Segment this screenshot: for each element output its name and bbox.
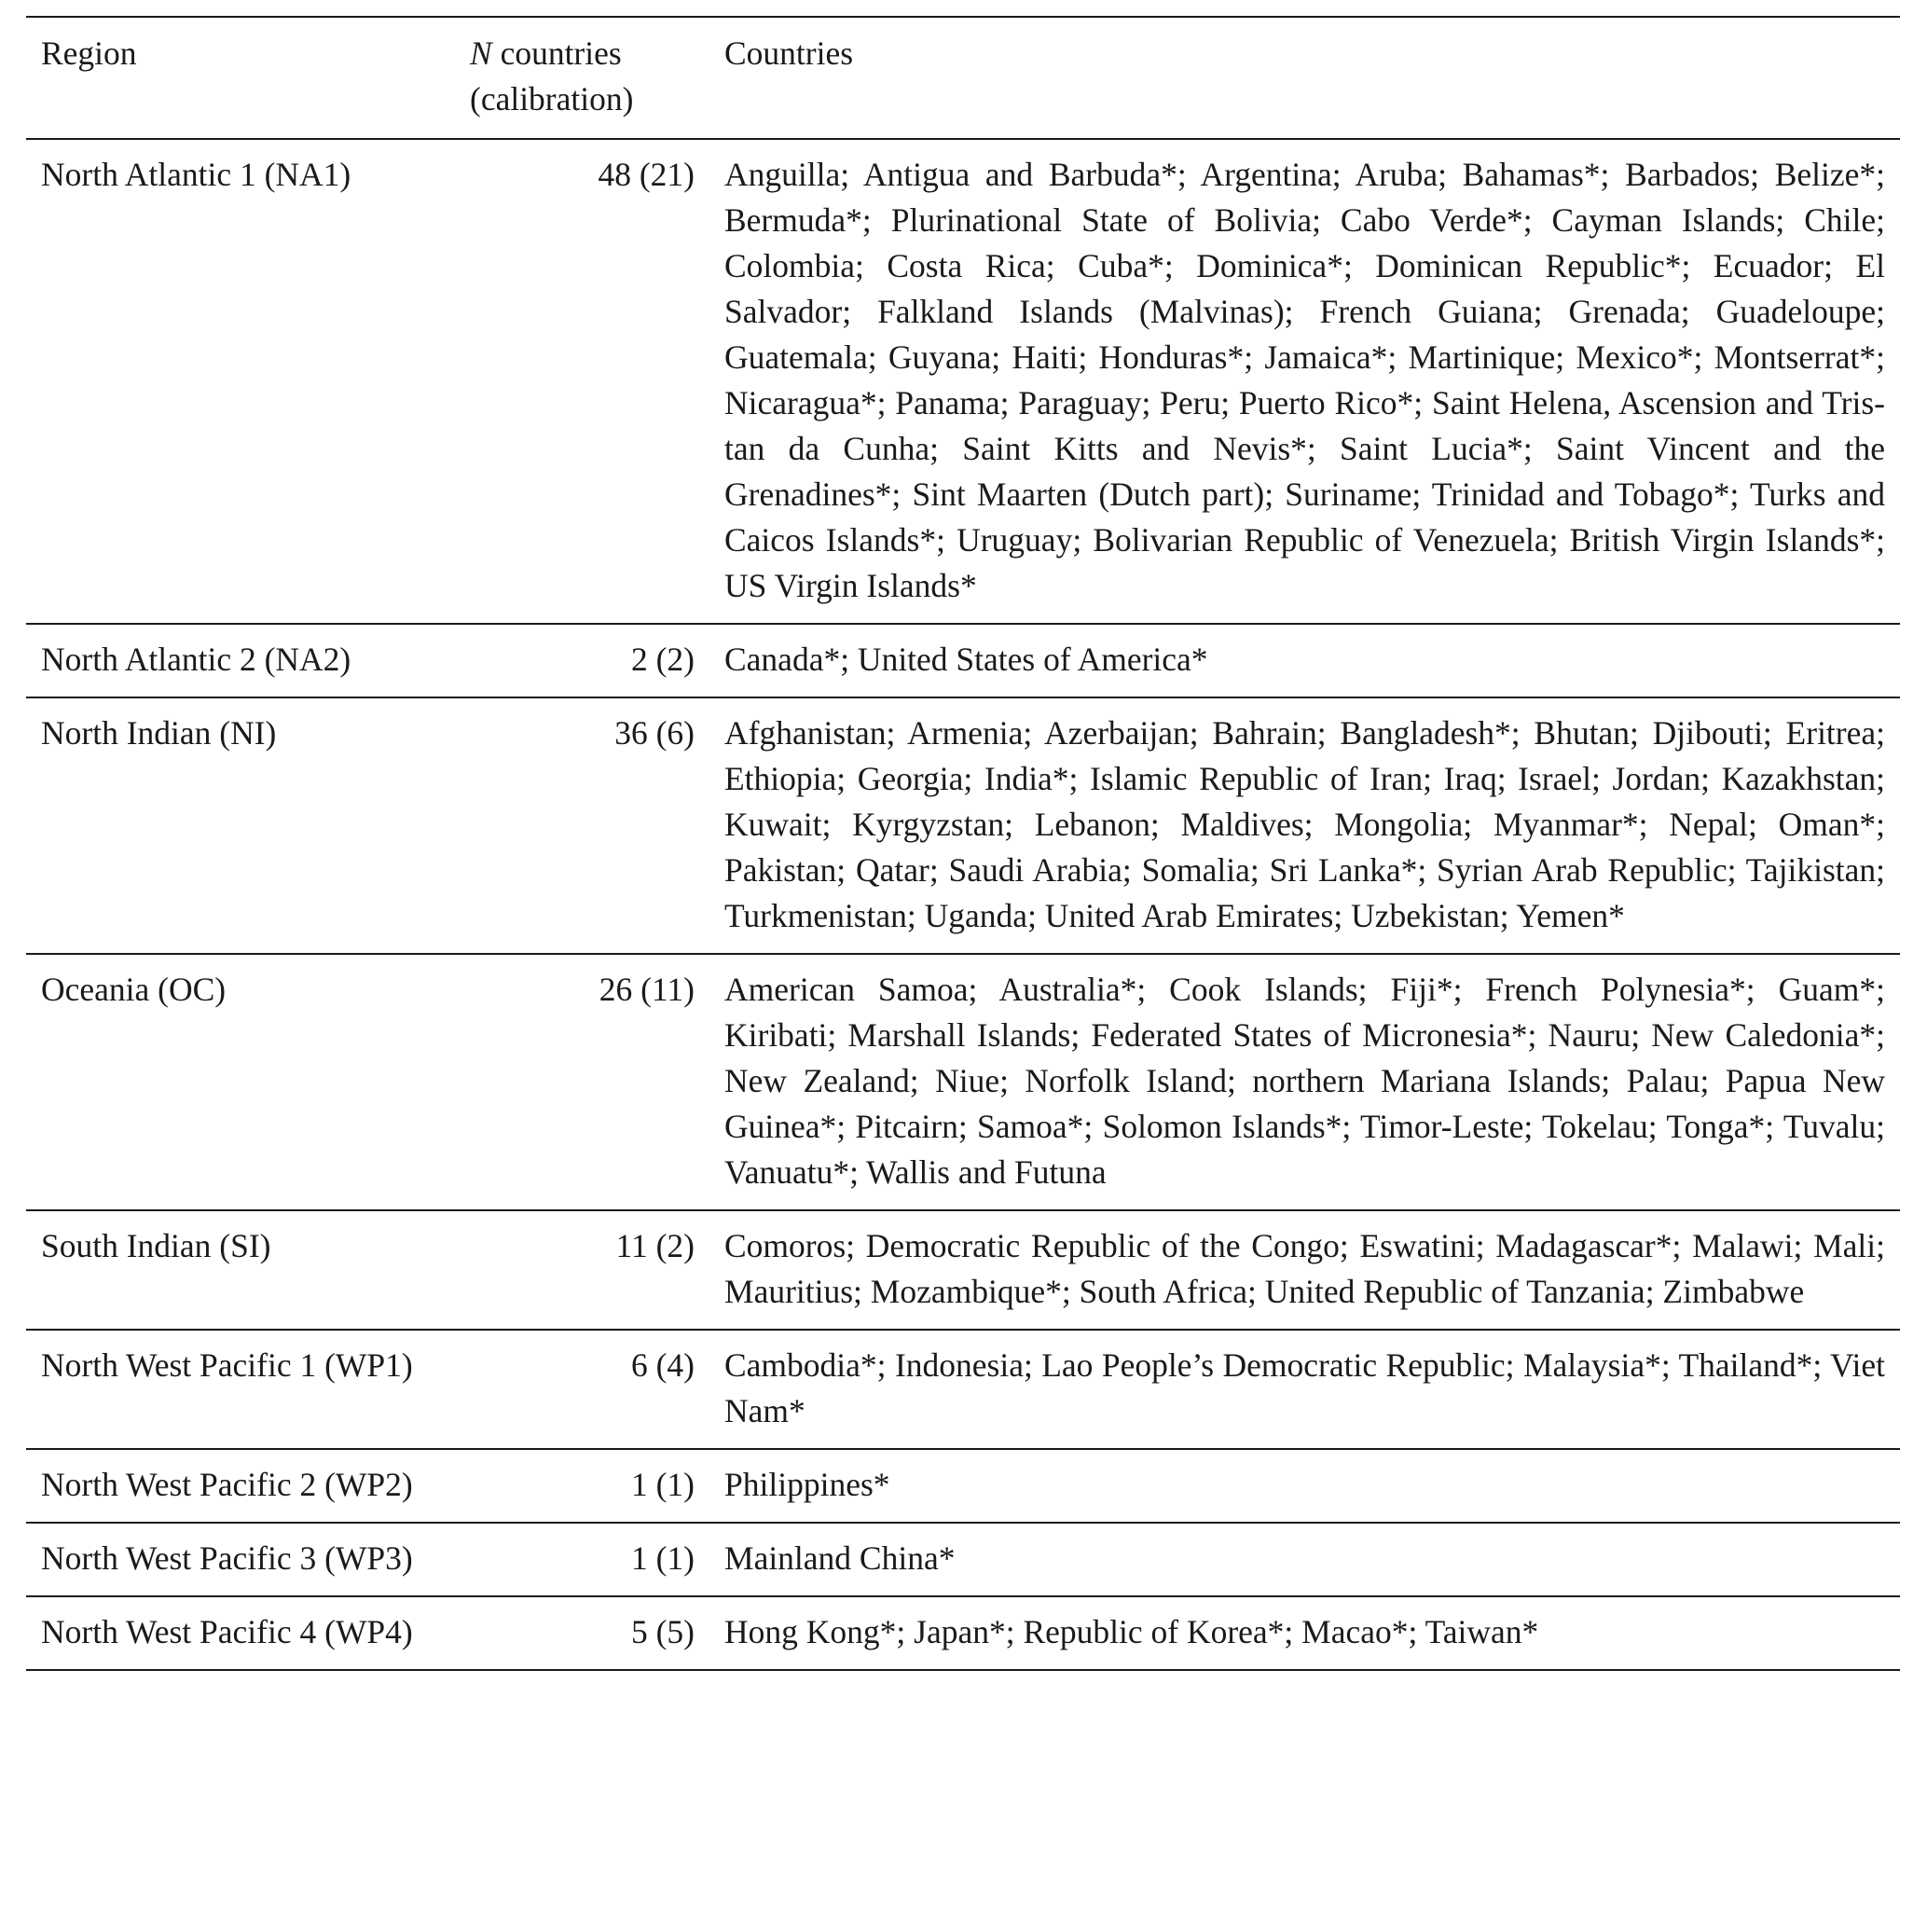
n-countries-cell: 36 (6) — [614, 714, 695, 752]
region-cell: North West Pacific 3 (WP3) — [41, 1539, 413, 1577]
header-n-sub: (calibration) — [470, 80, 634, 117]
n-countries-cell: 11 (2) — [615, 1227, 695, 1264]
countries-cell: Hong Kong*; Japan*; Republic of Korea*; Macao*; Taiwan* — [724, 1613, 1539, 1650]
n-countries-cell: 1 (1) — [630, 1466, 695, 1503]
region-cell: South Indian (SI) — [41, 1227, 271, 1264]
header-row — [26, 17, 1900, 139]
table-body — [26, 139, 1900, 1670]
region-cell: North West Pacific 4 (WP4) — [41, 1613, 413, 1650]
table-row — [26, 1330, 1900, 1449]
header-n-countries — [455, 17, 709, 139]
header-countries: Countries — [724, 34, 854, 72]
region-cell: North West Pacific 2 (WP2) — [41, 1466, 413, 1503]
n-countries-cell: 48 (21) — [598, 156, 695, 193]
table-header — [26, 17, 1900, 139]
n-countries-cell: 6 (4) — [630, 1346, 695, 1384]
table-row — [26, 697, 1900, 954]
n-countries-cell: 2 (2) — [630, 641, 695, 678]
region-cell: North Atlantic 1 (NA1) — [41, 156, 351, 193]
region-cell: North West Pacific 1 (WP1) — [41, 1346, 413, 1384]
countries-cell: Cambodia*; Indonesia; Lao People’s Democratic Republic; Malaysia*; Thailand*; Viet Nam* — [724, 1346, 1885, 1429]
regions-table — [26, 16, 1900, 1671]
countries-cell: Canada*; United States of America* — [724, 641, 1208, 678]
countries-cell: Philippines* — [724, 1466, 890, 1503]
n-countries-cell: 26 (11) — [599, 971, 695, 1008]
header-region: Region — [41, 34, 137, 72]
countries-cell: American Samoa; Australia*; Cook Islands; Fiji*; French Polynesia*; Guam*; Kiribati; Marshall Islands; Federated States of Micronesia*; Nauru; New Caledonia*; New Zealand; Niue; Norfolk Island; northern Mariana Islands; Palau; Papua New Guinea*; Pitcairn; Samoa*; Solomon Islands*; Timor-Leste; Tokelau; Tonga*; Tuvalu; Vanuatu*; Wallis and Futuna — [724, 971, 1885, 1191]
countries-cell: Mainland China* — [724, 1539, 956, 1577]
table-row — [26, 624, 1900, 697]
region-cell: Oceania (OC) — [41, 971, 227, 1008]
countries-cell: Anguilla; Antigua and Barbuda*; Argentina; Aruba; Bahamas*; Barbados; Belize*; Bermuda*; Plurinational State of Bolivia; Cabo Verde*; Cayman Islands; Chile; Colombia; Costa Rica; Cuba*; Dominica*; Dominican Republic*; Ecuador; El Salvador; Falkland Islands (Malvinas); French Guiana; Grenada; Guadeloupe; Guatemala; Guyana; Haiti; Honduras*; Jamaica*; Martinique; Mexico*; Montserrat*; Nicaragua*; Panama; Paraguay; Peru; Puerto Rico*; Saint Helena, Ascension and Tristan da Cunha; Saint Kitts and Nevis*; Saint Lucia*; Saint Vincent and the Grenadines*; Sint Maarten (Dutch part); Suriname; Trinidad and Tobago*; Turks and Caicos Islands*; Uruguay; Bolivarian Republic of Venezuela; British Virgin Islands*; US Virgin Islands* — [724, 156, 1885, 604]
region-cell: North Indian (NI) — [41, 714, 277, 752]
n-countries-cell: 1 (1) — [630, 1539, 695, 1577]
region-cell: North Atlantic 2 (NA2) — [41, 641, 351, 678]
table-row — [26, 139, 1900, 624]
countries-cell: Comoros; Democratic Republic of the Congo; Eswatini; Madagascar*; Malawi; Mali; Mauritius; Mozambique*; South Africa; United Republic of Tanzania; Zimbabwe — [724, 1227, 1885, 1310]
table-row — [26, 1523, 1900, 1596]
table-row — [26, 954, 1900, 1210]
table-row — [26, 1449, 1900, 1523]
n-countries-cell: 5 (5) — [630, 1613, 695, 1650]
table-row — [26, 1596, 1900, 1670]
header-n-label: countries — [491, 34, 622, 72]
countries-cell: Afghanistan; Armenia; Azerbaijan; Bahrain; Bangladesh*; Bhutan; Djibouti; Eritrea; Ethiopia; Georgia; India*; Islamic Republic of Iran; Iraq; Israel; Jordan; Kazakhstan; Kuwait; Kyrgyzstan; Lebanon; Maldives; Mongolia; Myanmar*; Nepal; Oman*; Pakistan; Qatar; Saudi Arabia; Somalia; Sri Lanka*; Syrian Arab Republic; Tajikistan; Turkmenistan; Uganda; United Arab Emirates; Uzbekistan; Yemen* — [724, 714, 1885, 934]
header-n-symbol: N — [470, 34, 492, 72]
table-row — [26, 1210, 1900, 1330]
